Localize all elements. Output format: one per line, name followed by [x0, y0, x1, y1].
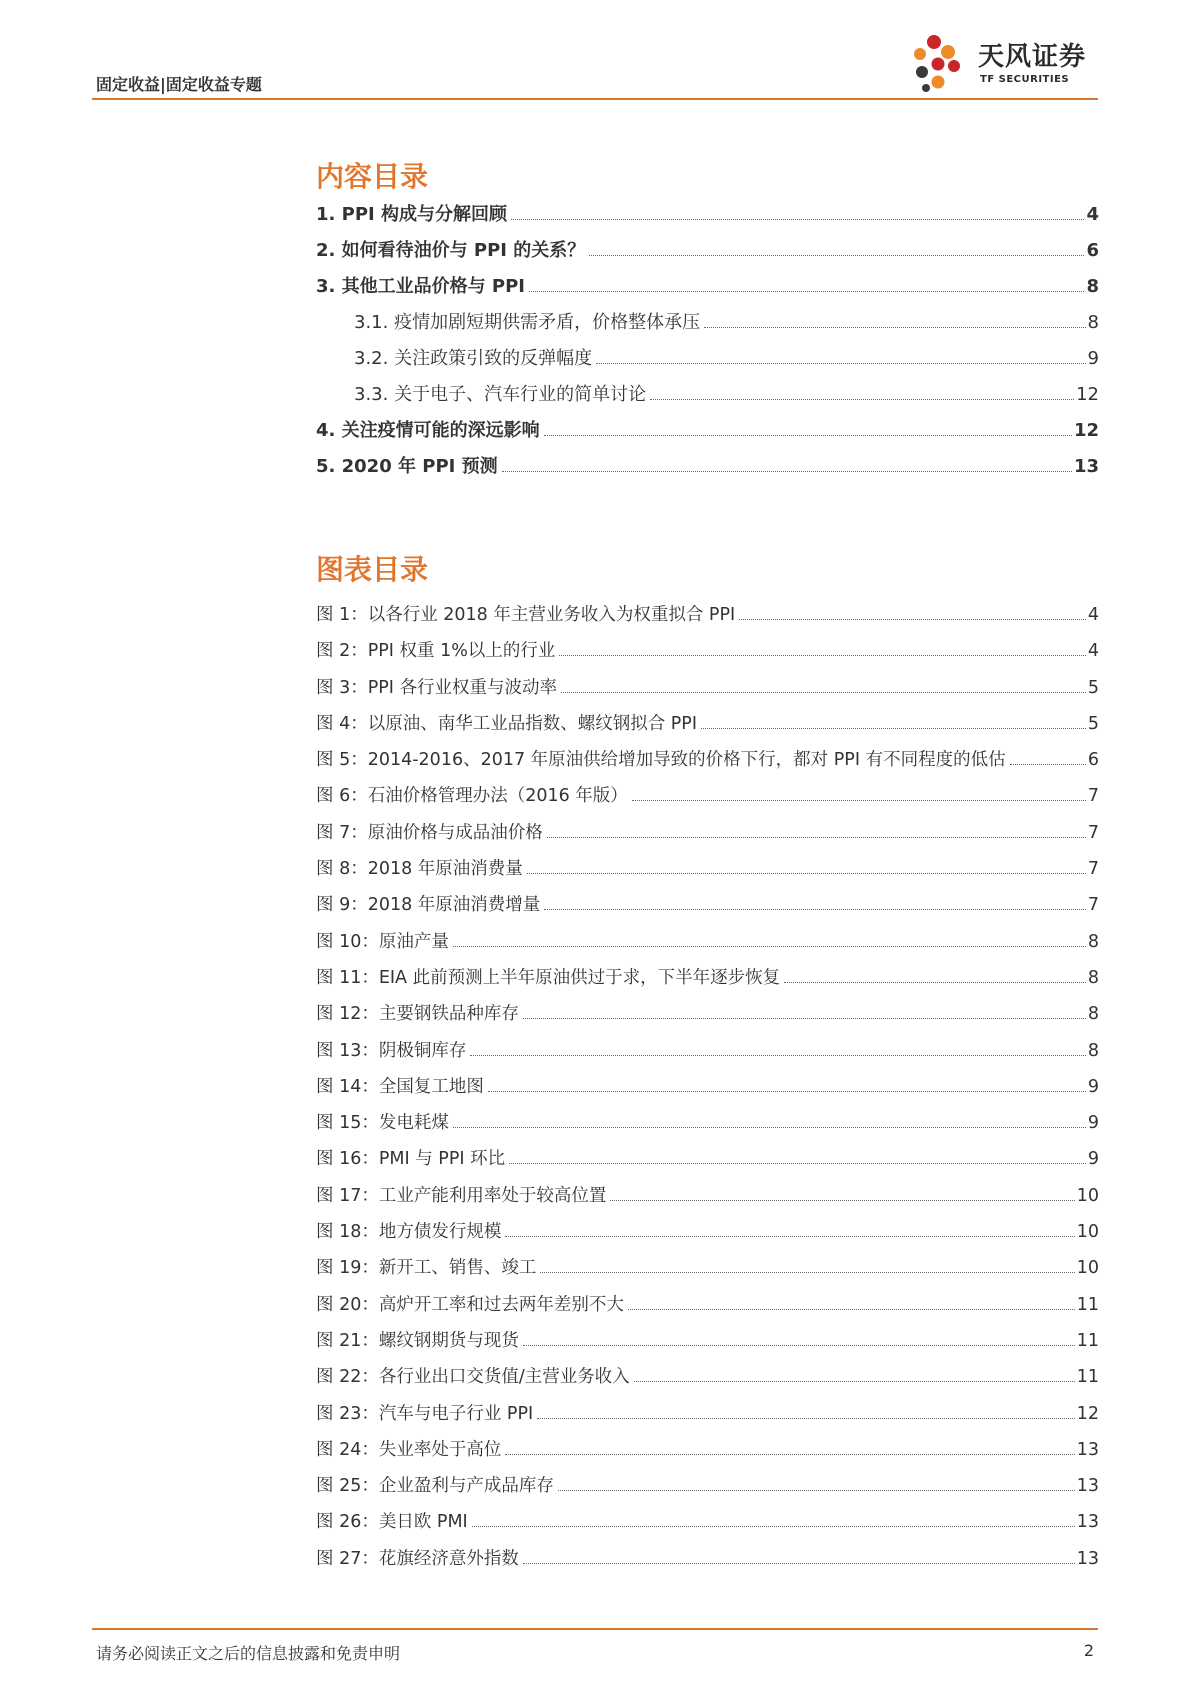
page-number: 2 — [1083, 1641, 1094, 1660]
figure-item-page: 11 — [1076, 1330, 1099, 1351]
figure-item[interactable] — [316, 633, 1099, 669]
toc-title: 内容目录 — [316, 160, 429, 193]
toc-item-page: 4 — [1086, 204, 1099, 225]
toc-item-label: 1. PPI 构成与分解回顾 — [316, 204, 507, 225]
figure-item-page: 12 — [1076, 1403, 1099, 1424]
figure-item-label: 图 22：各行业出口交货值/主营业务收入 — [316, 1367, 630, 1388]
toc-item[interactable] — [316, 413, 1099, 449]
figure-item-page: 7 — [1087, 786, 1099, 807]
toc-list — [316, 197, 1099, 485]
figure-item-label: 图 14：全国复工地图 — [316, 1076, 484, 1097]
figure-item-label: 图 19：新开工、销售、竣工 — [316, 1258, 537, 1279]
toc-item-label: 3.1. 疫情加剧短期供需矛盾，价格整体承压 — [354, 312, 701, 333]
dot-leader — [540, 1250, 1074, 1273]
figure-item-page: 6 — [1087, 750, 1099, 771]
dot-leader — [523, 1541, 1075, 1564]
figure-item-label: 图 13：阴极铜库存 — [316, 1040, 467, 1061]
figure-item[interactable] — [316, 1105, 1099, 1141]
figure-item-page: 8 — [1087, 931, 1099, 952]
figure-item-page: 13 — [1076, 1439, 1099, 1460]
figure-item[interactable] — [316, 1504, 1099, 1540]
figure-item-page: 13 — [1076, 1476, 1099, 1497]
figure-item[interactable] — [316, 670, 1099, 706]
toc-item-label: 2. 如何看待油价与 PPI 的关系？ — [316, 240, 586, 261]
toc-item-label: 5. 2020 年 PPI 预测 — [316, 456, 498, 477]
page-footer — [92, 1628, 1098, 1663]
figure-item[interactable] — [316, 1359, 1099, 1395]
figure-item-page: 7 — [1087, 822, 1099, 843]
figure-item[interactable] — [316, 1033, 1099, 1069]
figure-item-page: 13 — [1076, 1512, 1099, 1533]
dot-leader — [589, 233, 1084, 256]
toc-item-page: 12 — [1073, 420, 1099, 441]
dot-leader — [610, 1178, 1074, 1201]
figure-item[interactable] — [316, 1214, 1099, 1250]
figure-item[interactable] — [316, 1396, 1099, 1432]
flower-logo-icon — [908, 32, 972, 94]
figure-item-label: 图 20：高炉开工率和过去两年差别不大 — [316, 1294, 624, 1315]
figure-item-label: 图 11：EIA 此前预测上半年原油供过于求，下半年逐步恢复 — [316, 967, 781, 988]
figure-item-page: 11 — [1076, 1367, 1099, 1388]
dot-leader — [523, 1323, 1075, 1346]
dot-leader — [470, 1033, 1086, 1056]
figure-item-page: 8 — [1087, 967, 1099, 988]
dot-leader — [505, 1214, 1074, 1237]
toc-item[interactable] — [316, 197, 1099, 233]
figure-item-label: 图 7：原油价格与成品油价格 — [316, 822, 543, 843]
figure-item-label: 图 27：花旗经济意外指数 — [316, 1548, 519, 1569]
figure-item[interactable] — [316, 742, 1099, 778]
dot-leader — [628, 1287, 1075, 1310]
dot-leader — [739, 597, 1086, 620]
figure-item-page: 7 — [1087, 859, 1099, 880]
figures-list — [316, 597, 1099, 1577]
toc-item-label: 3.3. 关于电子、汽车行业的简单讨论 — [354, 384, 647, 405]
toc-subitem[interactable] — [316, 305, 1099, 341]
dot-leader — [511, 197, 1084, 220]
figure-item-page: 9 — [1087, 1149, 1099, 1170]
dot-leader — [527, 851, 1086, 874]
figures-title: 图表目录 — [316, 553, 429, 586]
dot-leader — [509, 1141, 1086, 1164]
figure-item-label: 图 26：美日欧 PMI — [316, 1512, 468, 1533]
toc-item-label: 4. 关注疫情可能的深远影响 — [316, 420, 540, 441]
toc-item-label: 3.2. 关注政策引致的反弹幅度 — [354, 348, 593, 369]
figure-item-label: 图 21：螺纹钢期货与现货 — [316, 1330, 519, 1351]
toc-subitem[interactable] — [316, 377, 1099, 413]
dot-leader — [544, 413, 1072, 436]
figure-item[interactable] — [316, 1323, 1099, 1359]
figure-item-label: 图 4：以原油、南华工业品指数、螺纹钢拟合 PPI — [316, 713, 698, 734]
toc-item-page: 8 — [1086, 276, 1099, 297]
figure-item-label: 图 17：工业产能利用率处于较高位置 — [316, 1185, 607, 1206]
toc-item-page: 6 — [1086, 240, 1099, 261]
toc-item-label: 3. 其他工业品价格与 PPI — [316, 276, 525, 297]
dot-leader — [537, 1396, 1075, 1419]
figure-item-page: 4 — [1087, 641, 1099, 662]
figure-item-page: 8 — [1087, 1004, 1099, 1025]
figure-item-page: 8 — [1087, 1040, 1099, 1061]
figure-item[interactable] — [316, 1468, 1099, 1504]
figure-item[interactable] — [316, 1141, 1099, 1177]
figure-item-label: 图 1：以各行业 2018 年主营业务收入为权重拟合 PPI — [316, 605, 736, 625]
figure-item[interactable] — [316, 1287, 1099, 1323]
breadcrumb: 固定收益|固定收益专题 — [96, 75, 262, 94]
dot-leader — [547, 815, 1086, 838]
figure-item-label: 图 5：2014-2016、2017 年原油供给增加导致的价格下行，都对 PPI 有不同程度的低估 — [316, 750, 1006, 771]
figure-item[interactable] — [316, 597, 1099, 633]
figure-item-page: 5 — [1087, 677, 1099, 698]
figure-item-label: 图 12：主要钢铁品种库存 — [316, 1004, 519, 1025]
figure-item-page: 5 — [1087, 713, 1099, 734]
toc-item[interactable] — [316, 269, 1099, 305]
figure-item[interactable] — [316, 1069, 1099, 1105]
figure-item-label: 图 16：PMI 与 PPI 环比 — [316, 1149, 506, 1170]
toc-item-page: 13 — [1073, 456, 1099, 477]
dot-leader — [634, 1359, 1075, 1382]
dot-leader — [488, 1069, 1086, 1092]
figure-item[interactable] — [316, 1541, 1099, 1577]
toc-item-page: 9 — [1087, 348, 1099, 369]
figure-item[interactable] — [316, 924, 1099, 960]
dot-leader — [561, 670, 1086, 693]
page-header — [92, 0, 1098, 100]
figure-item-label: 图 6：石油价格管理办法（2016 年版） — [316, 786, 628, 807]
figure-item-page: 9 — [1087, 1076, 1099, 1097]
dot-leader — [544, 887, 1086, 910]
figure-item[interactable] — [316, 996, 1099, 1032]
logo-chinese-name: 天风证券 — [978, 42, 1087, 72]
dot-leader — [559, 633, 1086, 656]
dot-leader — [650, 377, 1074, 400]
figure-item-page: 4 — [1087, 605, 1099, 625]
dot-leader — [632, 778, 1086, 801]
figure-item[interactable] — [316, 1178, 1099, 1214]
dot-leader — [784, 960, 1086, 983]
figure-item-label: 图 15：发电耗煤 — [316, 1113, 449, 1134]
dot-leader — [1010, 742, 1086, 765]
toc-subitem[interactable] — [316, 341, 1099, 377]
toc-item-page: 8 — [1087, 312, 1099, 333]
dot-leader — [529, 269, 1084, 292]
figure-item-page: 10 — [1076, 1185, 1099, 1206]
figure-item-label: 图 25：企业盈利与产成品库存 — [316, 1476, 554, 1497]
figure-item-label: 图 2：PPI 权重 1%以上的行业 — [316, 641, 556, 662]
figure-item-label: 图 9：2018 年原油消费增量 — [316, 895, 541, 916]
figure-item[interactable] — [316, 778, 1099, 814]
figure-item[interactable] — [316, 960, 1099, 996]
dot-leader — [502, 449, 1072, 472]
figure-item-label: 图 10：原油产量 — [316, 931, 449, 952]
figure-item-label: 图 3：PPI 各行业权重与波动率 — [316, 677, 558, 698]
figure-item[interactable] — [316, 815, 1099, 851]
figure-item-label: 图 23：汽车与电子行业 PPI — [316, 1403, 534, 1424]
figure-item-page: 10 — [1076, 1222, 1099, 1243]
dot-leader — [704, 305, 1085, 328]
figure-item-page: 7 — [1087, 895, 1099, 916]
figure-item[interactable] — [316, 706, 1099, 742]
figure-item[interactable] — [316, 887, 1099, 923]
toc-item[interactable] — [316, 449, 1099, 485]
figure-item[interactable] — [316, 851, 1099, 887]
dot-leader — [505, 1432, 1074, 1455]
dot-leader — [472, 1504, 1075, 1527]
dot-leader — [453, 1105, 1086, 1128]
company-logo — [908, 32, 1098, 94]
figure-item-page: 10 — [1076, 1258, 1099, 1279]
figure-item-page: 13 — [1076, 1548, 1099, 1569]
figure-item[interactable] — [316, 1432, 1099, 1468]
figure-item-page: 9 — [1087, 1113, 1099, 1134]
disclaimer-text: 请务必阅读正文之后的信息披露和免责申明 — [96, 1644, 401, 1663]
toc-item[interactable] — [316, 233, 1099, 269]
logo-english-name: TF SECURITIES — [980, 74, 1070, 85]
figure-item-label: 图 18：地方债发行规模 — [316, 1222, 502, 1243]
dot-leader — [701, 706, 1086, 729]
figure-item[interactable] — [316, 1250, 1099, 1286]
dot-leader — [453, 924, 1086, 947]
figure-item-label: 图 24：失业率处于高位 — [316, 1439, 502, 1460]
dot-leader — [558, 1468, 1075, 1491]
figure-item-page: 11 — [1076, 1294, 1099, 1315]
dot-leader — [596, 341, 1085, 364]
figure-item-label: 图 8：2018 年原油消费量 — [316, 859, 523, 880]
toc-item-page: 12 — [1076, 384, 1099, 405]
dot-leader — [523, 996, 1086, 1019]
